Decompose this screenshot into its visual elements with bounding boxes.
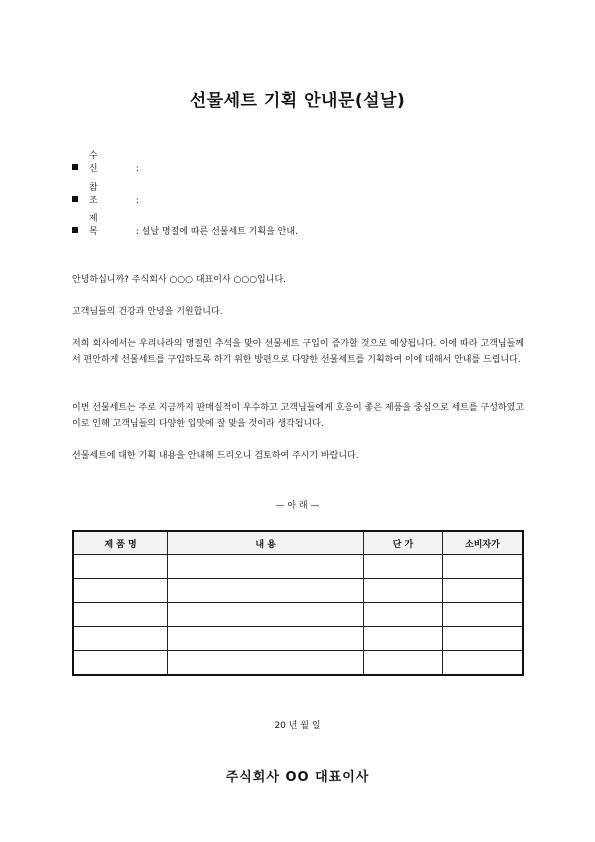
table-header-row [73,531,523,555]
meta-label: 제 목 [88,214,116,237]
square-bullet-icon [72,164,78,170]
table-row [73,579,523,603]
table-cell [364,603,443,627]
meta-value: : [135,196,139,206]
table-cell [168,651,364,676]
document-title: 선물세트 기획 안내문(설날) [189,91,406,111]
table-cell [442,555,523,579]
table-cell [442,651,523,676]
greeting-text: 안녕하십니까? 주식회사 ○○○ 대표이사 ○○○입니다. [72,275,286,285]
header-product-name: 제 품 명 [73,531,168,555]
header-retail-price: 소비자가 [442,531,523,555]
table-row [73,555,523,579]
meta-value: : [135,164,139,174]
meta-recipient [72,148,139,174]
table-cell [364,627,443,651]
table-cell [73,555,168,579]
product-table [72,530,524,676]
body-paragraph-2: 이번 선물세트는 주로 지금까지 판매실적이 우수하고 고객님들에게 호응이 좋은 제품을 중심으로 세트를 구성하였고 이로 인해 고객님들의 다양한 입맛에 잘 맞을 것이라 생각됩니다. [72,403,524,429]
date-line: 20 년 월 일 [274,721,321,731]
table-row [73,627,523,651]
body-paragraph-1: 저희 회사에서는 우리나라의 명절인 추석을 맞아 선물세트 구입이 증가할 것으로 예상됩니다. 이에 따라 고객님들께서 편안하게 선물세트를 구입하도록 하기 위한 방편으로 다양한 선물세트를 기획하여 이에 대해서 안내를 드립니다. [72,339,524,365]
table-cell [73,603,168,627]
company-signature: 주식회사 OO 대표이사 [225,770,370,785]
table-cell [442,603,523,627]
table-cell [168,603,364,627]
table-cell [168,627,364,651]
table-row [73,603,523,627]
meta-subject [72,211,298,237]
header-content: 내 용 [168,531,364,555]
meta-reference [72,180,139,206]
meta-value: : 설날 명절에 따른 선물세트 기획을 안내. [135,227,298,237]
header-unit-price: 단 가 [364,531,443,555]
table-cell [442,627,523,651]
table-cell [168,579,364,603]
table-cell [73,651,168,676]
table-row [73,651,523,676]
table-cell [364,555,443,579]
table-cell [364,651,443,676]
body-paragraph-3: 선물세트에 대한 기획 내용을 안내해 드리오니 검토하여 주시기 바랍니다. [72,451,359,461]
below-note: — 아 래 — [275,501,320,511]
table-cell [442,579,523,603]
table-cell [364,579,443,603]
table-cell [73,579,168,603]
meta-label: 참 조 [88,183,116,206]
table-cell [168,555,364,579]
wish-text: 고객님들의 건강과 안녕을 기원합니다. [72,307,223,317]
square-bullet-icon [72,227,78,233]
square-bullet-icon [72,196,78,202]
meta-label: 수 신 [88,151,116,174]
table-cell [73,627,168,651]
